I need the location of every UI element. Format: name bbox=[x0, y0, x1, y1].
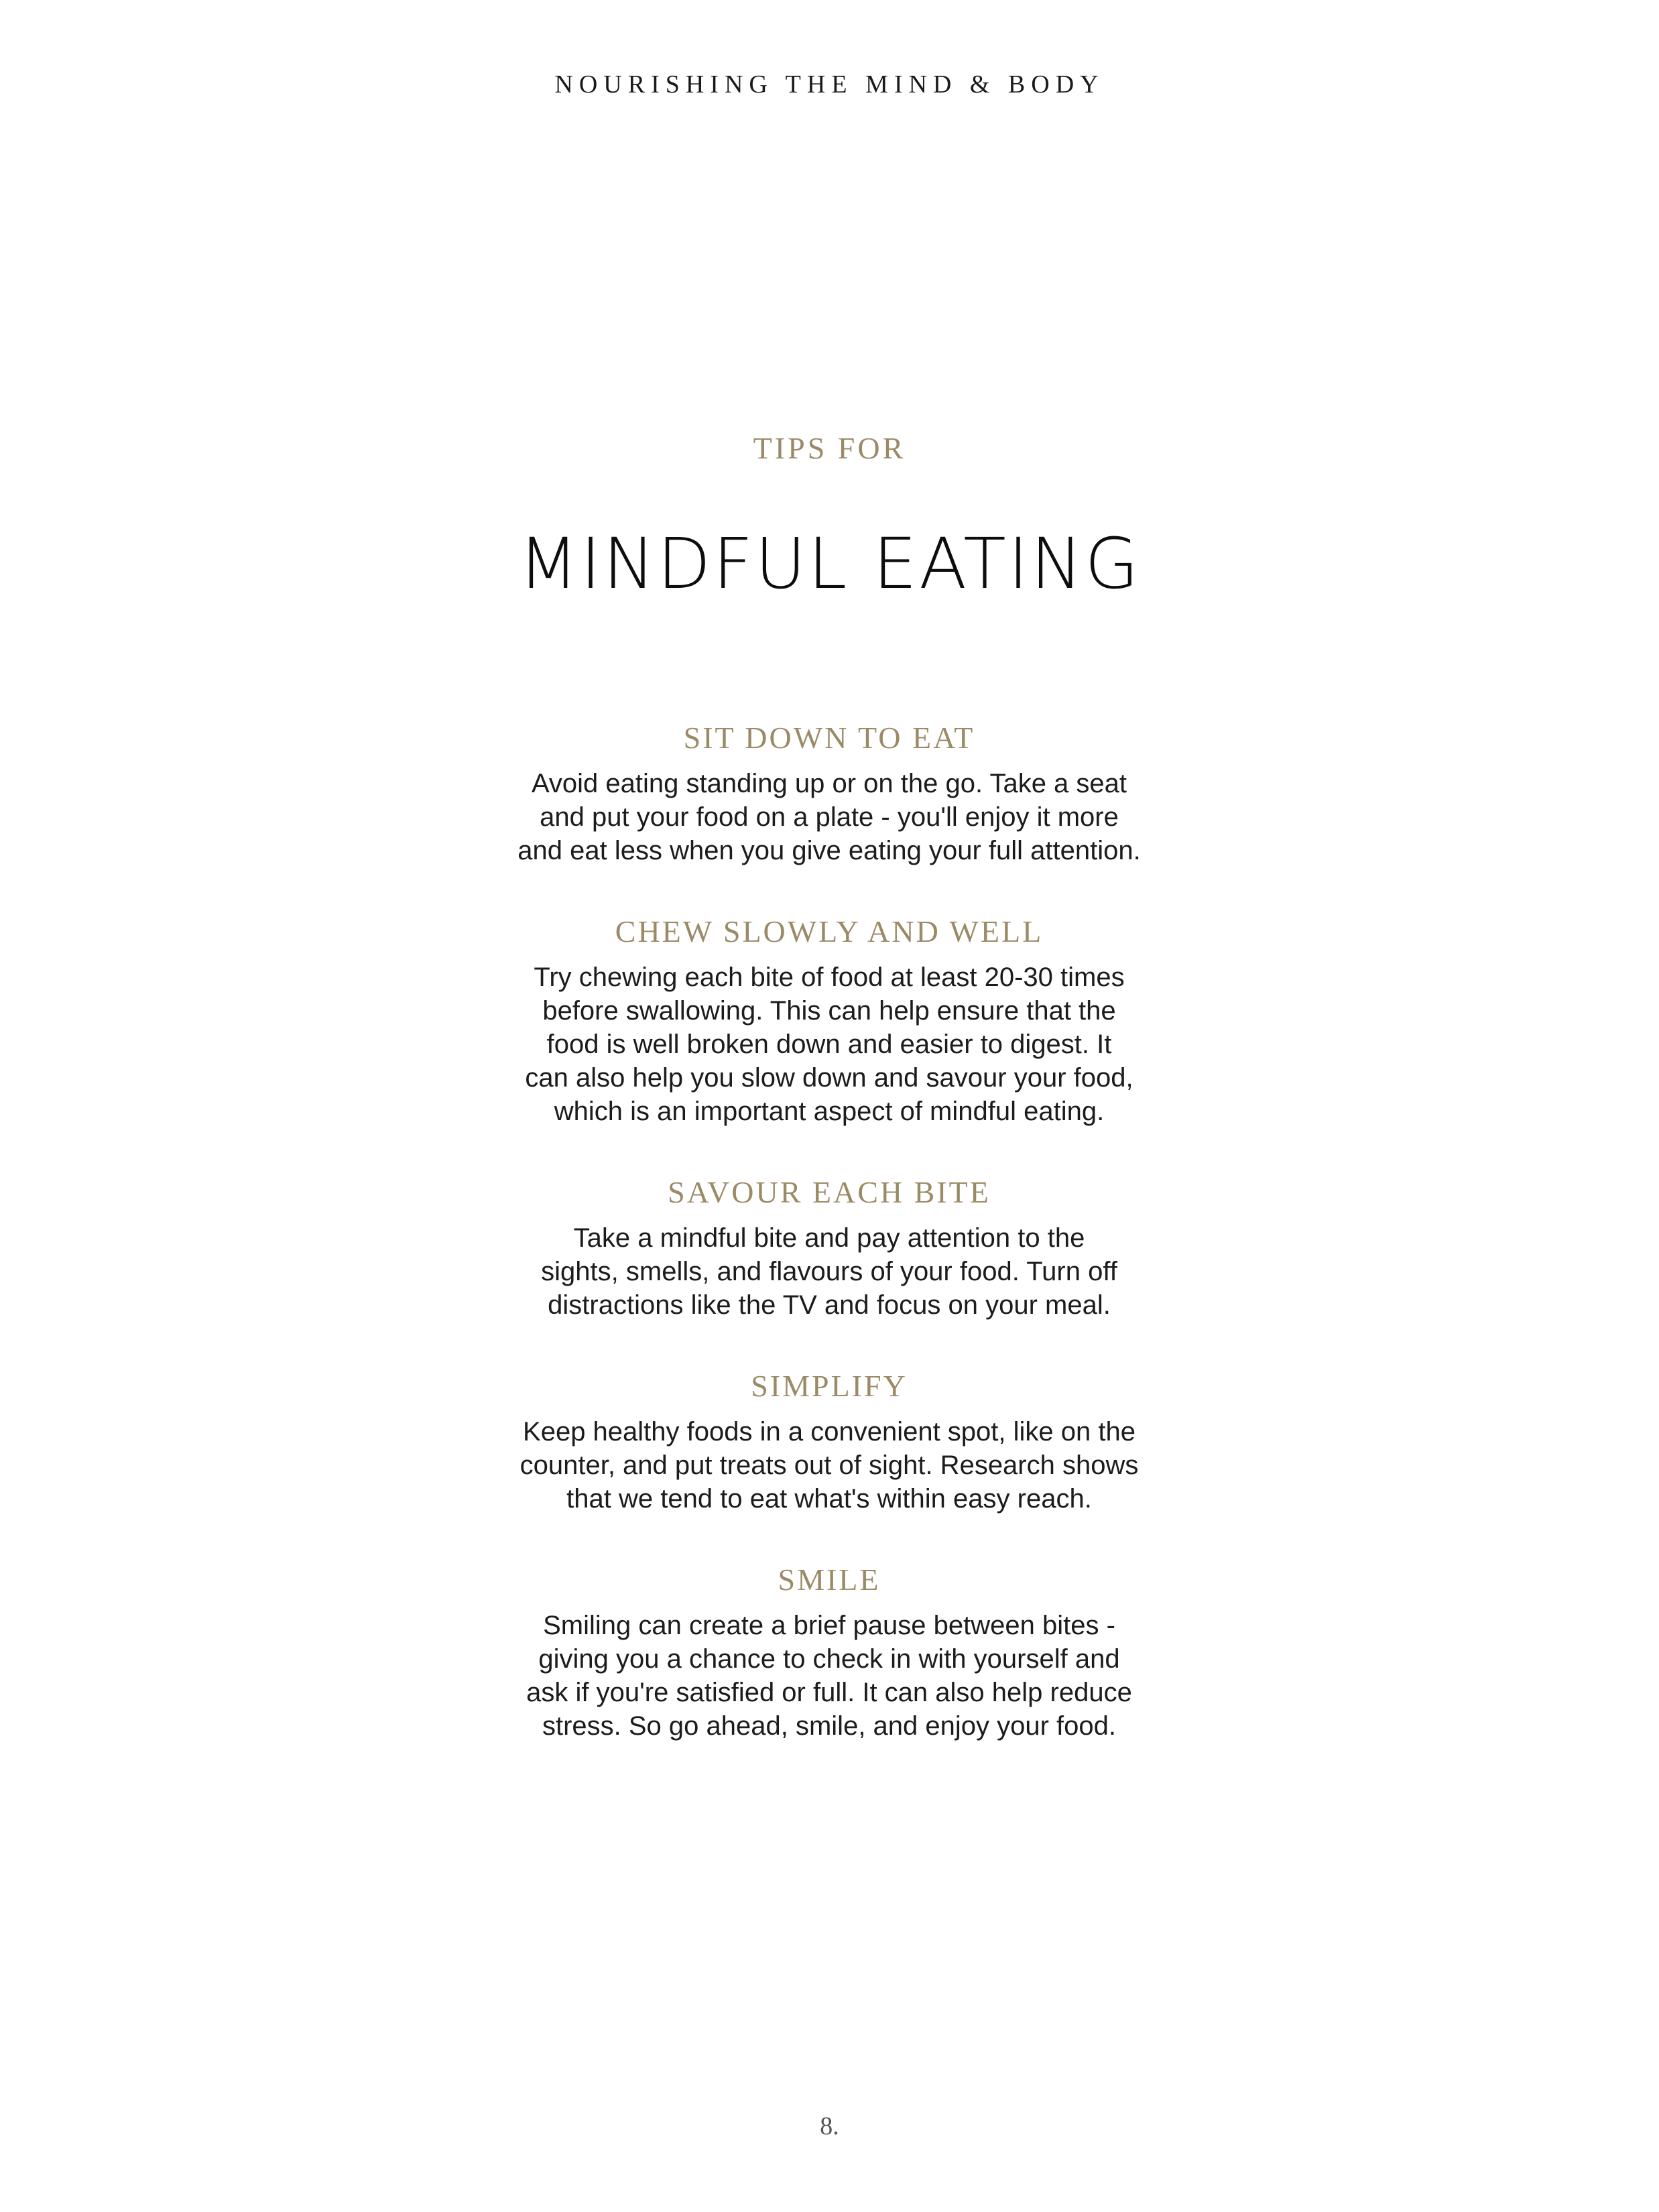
tip-heading: SIMPLIFY bbox=[751, 1369, 908, 1403]
tip-text-line: Avoid eating standing up or on the go. Take a seat bbox=[531, 769, 1127, 798]
tips-list bbox=[427, 719, 1231, 1788]
tip-savour-each-bite bbox=[427, 1173, 1231, 1322]
tip-heading: SMILE bbox=[778, 1562, 881, 1597]
tip-body bbox=[427, 1221, 1231, 1322]
tip-text-line: sights, smells, and flavours of your food. Turn off bbox=[541, 1257, 1117, 1286]
tip-smile bbox=[427, 1560, 1231, 1743]
tip-text-line: counter, and put treats out of sight. Research shows bbox=[519, 1451, 1139, 1480]
tip-text-line: that we tend to eat what's within easy reach. bbox=[566, 1484, 1092, 1514]
page-number: 8. bbox=[820, 2112, 839, 2140]
tip-text-line: and put your food on a plate - you'll enjoy it more bbox=[540, 802, 1119, 832]
tip-text-line: Keep healthy foods in a convenient spot, like on the bbox=[523, 1417, 1135, 1447]
tip-text-line: Try chewing each bite of food at least 20-30 times bbox=[534, 963, 1125, 992]
tip-body bbox=[427, 961, 1231, 1128]
tip-text-line: food is well broken down and easier to digest. It bbox=[546, 1030, 1112, 1059]
tip-simplify bbox=[427, 1367, 1231, 1516]
tip-text-line: ask if you're satisfied or full. It can also help reduce bbox=[526, 1678, 1132, 1707]
tip-text-line: stress. So go ahead, smile, and enjoy your food. bbox=[542, 1711, 1117, 1741]
tip-chew-slowly bbox=[427, 912, 1231, 1128]
tip-text-line: distractions like the TV and focus on your meal. bbox=[548, 1290, 1111, 1320]
tip-sit-down bbox=[427, 719, 1231, 867]
tip-text-line: can also help you slow down and savour your food, bbox=[525, 1063, 1133, 1093]
tip-body bbox=[427, 1609, 1231, 1743]
tip-body bbox=[427, 1415, 1231, 1516]
page-title: MINDFUL EATING bbox=[518, 523, 1141, 605]
tip-heading: CHEW SLOWLY AND WELL bbox=[615, 914, 1044, 948]
tip-text-line: which is an important aspect of mindful eating. bbox=[554, 1097, 1105, 1126]
tip-text-line: giving you a chance to check in with yourself and bbox=[538, 1644, 1120, 1674]
tip-text-line: Smiling can create a brief pause between bites - bbox=[543, 1611, 1115, 1640]
section-kicker: TIPS FOR bbox=[753, 431, 906, 465]
tip-text-line: before swallowing. This can help ensure that the bbox=[542, 996, 1116, 1026]
tip-text-line: and eat less when you give eating your full attention. bbox=[517, 836, 1141, 865]
running-header: NOURISHING THE MIND & BODY bbox=[554, 70, 1105, 99]
tip-text-line: Take a mindful bite and pay attention to the bbox=[573, 1223, 1085, 1253]
tip-heading: SAVOUR EACH BITE bbox=[668, 1175, 991, 1209]
tip-body bbox=[427, 767, 1231, 867]
tip-heading: SIT DOWN TO EAT bbox=[683, 721, 975, 755]
